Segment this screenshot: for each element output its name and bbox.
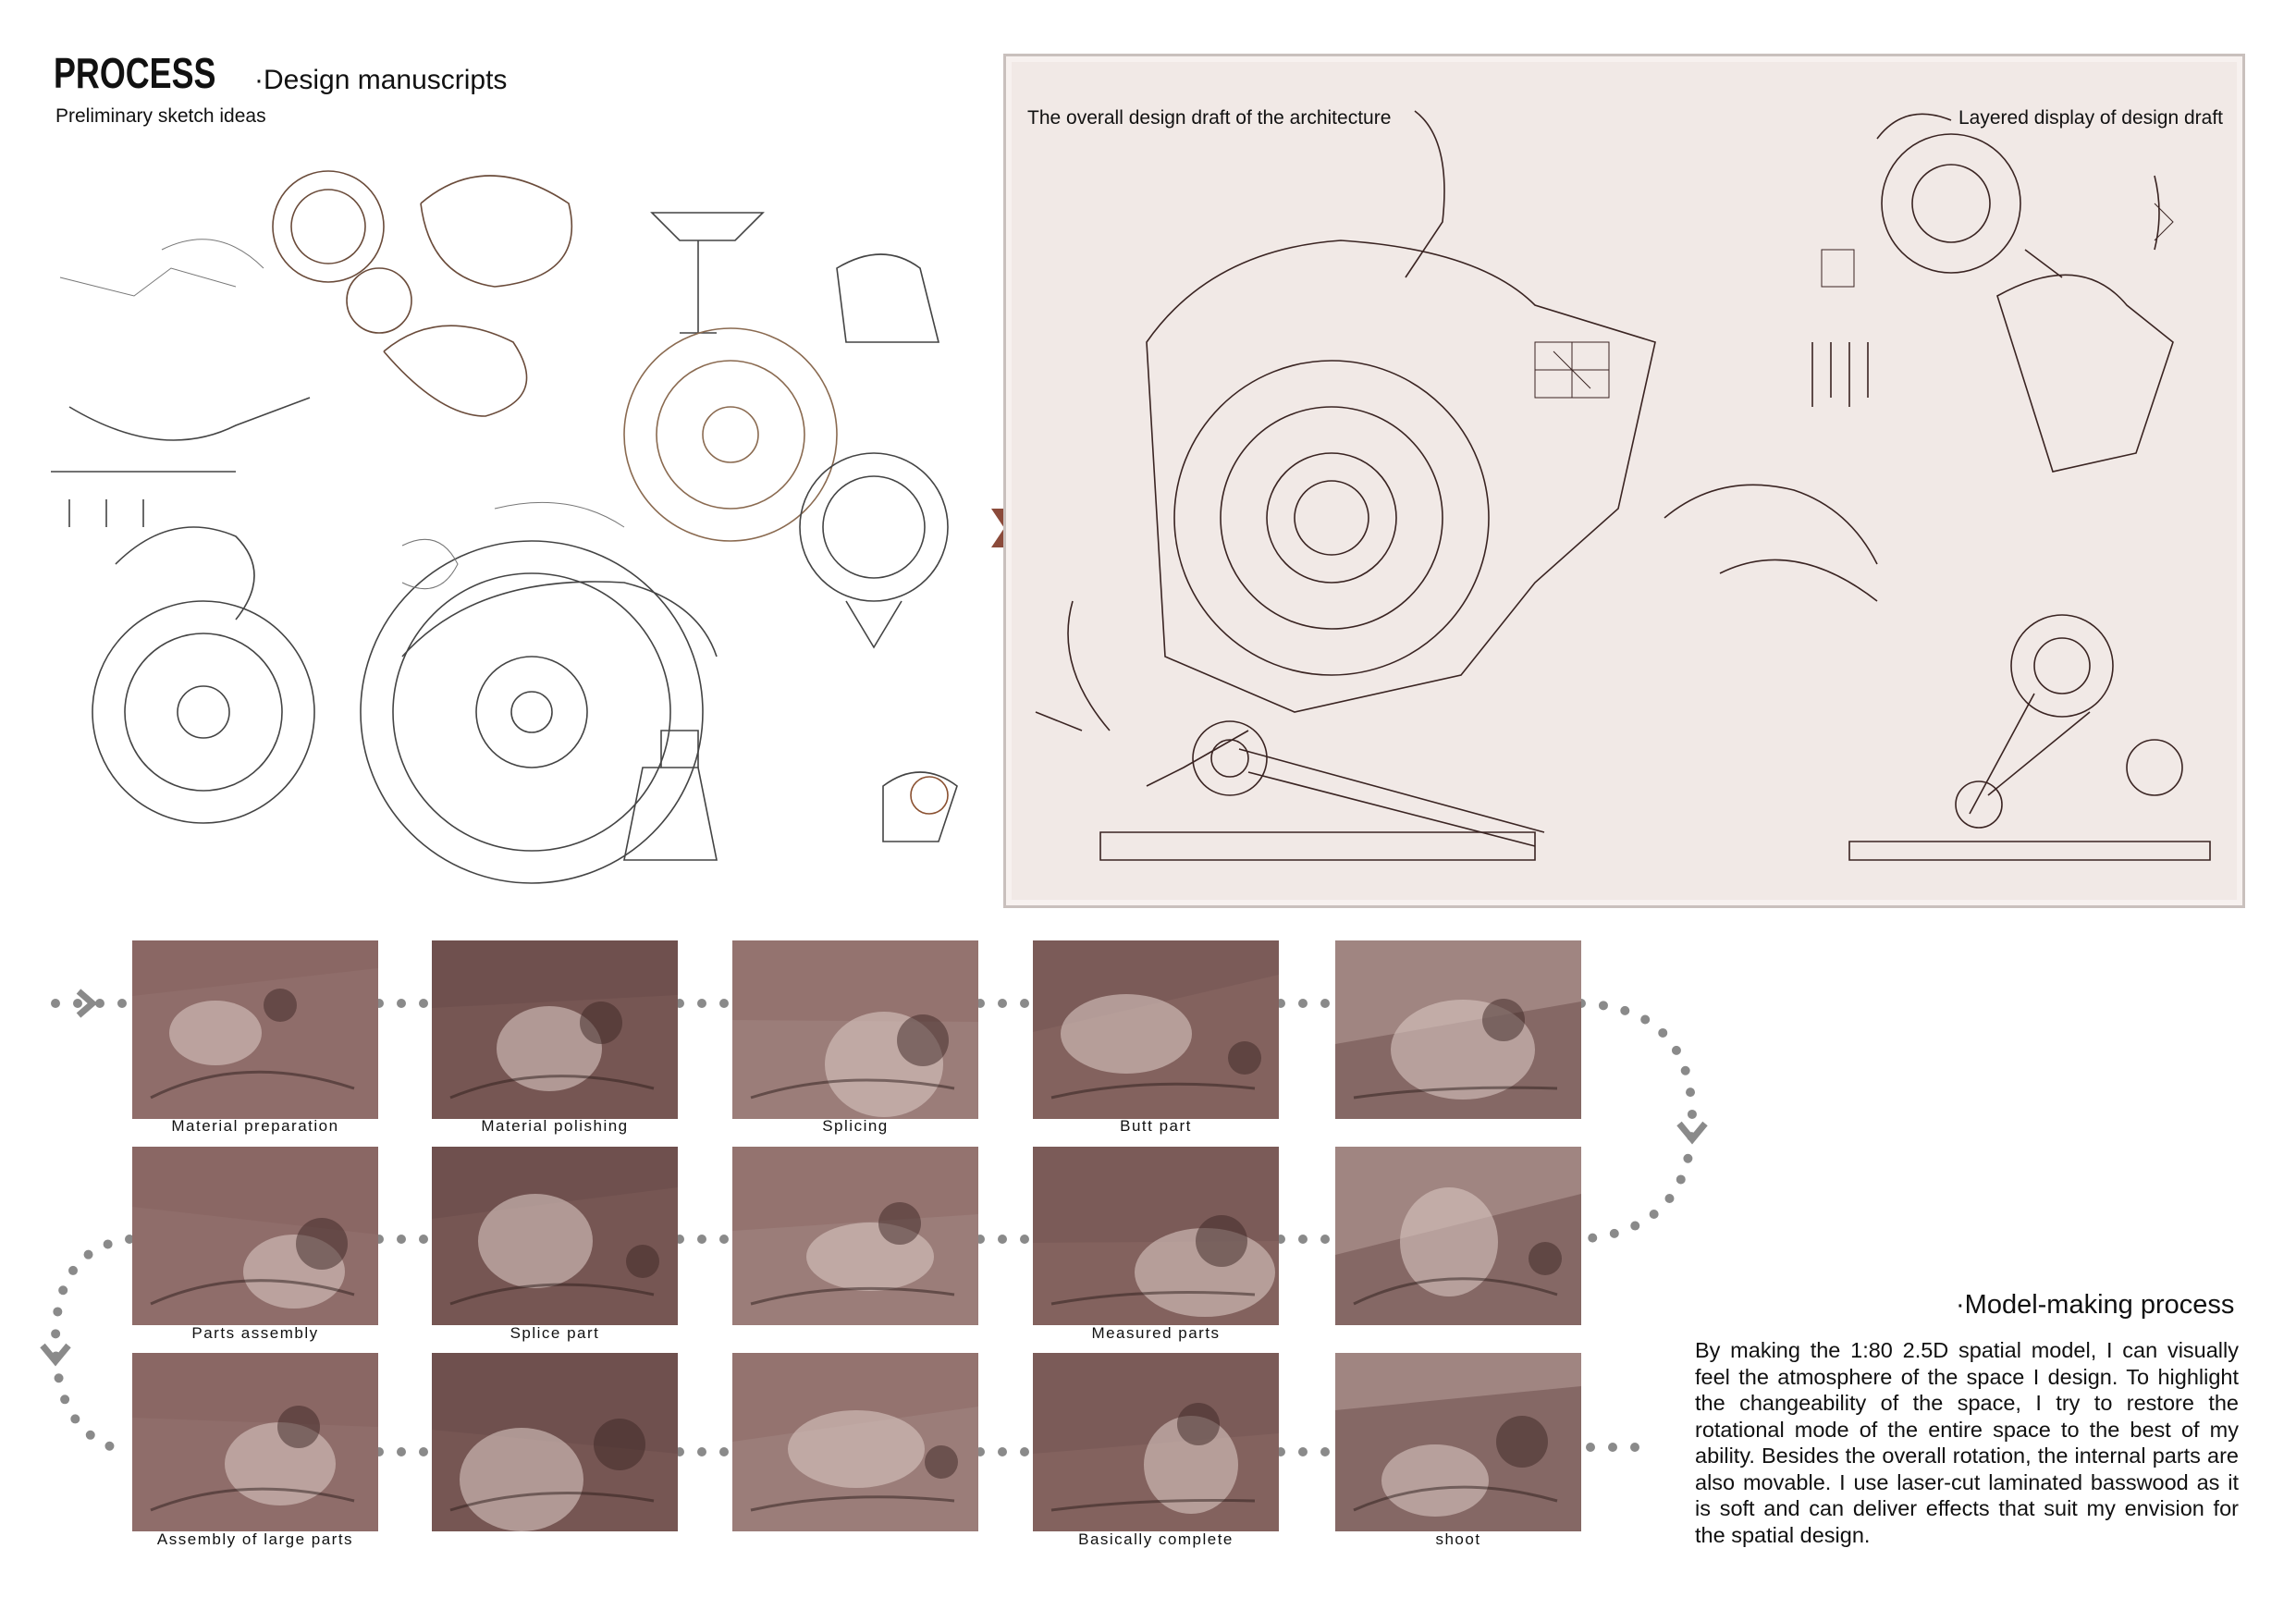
section-subtitle: ·Design manuscripts — [254, 65, 508, 95]
draft-label-right: Layered display of design draft — [1958, 107, 2224, 129]
photo-caption: Splicing — [822, 1117, 889, 1135]
photo-caption: shoot — [1435, 1530, 1481, 1548]
photo-caption: Measured parts — [1091, 1324, 1221, 1342]
process-photo — [132, 940, 378, 1119]
process-photo — [1033, 940, 1279, 1119]
process-photo — [732, 1353, 978, 1531]
process-photo — [1033, 1353, 1279, 1531]
process-photo — [1335, 1147, 1581, 1325]
page-title: PROCESS — [54, 49, 216, 97]
photo-caption: Material preparation — [171, 1117, 339, 1135]
photo-caption: Assembly of large parts — [156, 1530, 354, 1548]
photo-caption: Butt part — [1120, 1117, 1192, 1135]
process-photo — [432, 940, 678, 1119]
process-photo — [132, 1353, 378, 1531]
model-making-title: ·Model-making process — [1956, 1290, 2235, 1320]
flow-arrow-icon — [1679, 1124, 1705, 1139]
photo-caption: Parts assembly — [191, 1324, 319, 1342]
model-making-body: By making the 1:80 2.5D spatial model, I can visually feel the atmosphere of the space I design. To highlight the changeability of the space, I try to restore the rotational mode of the entire space to the best of my ability. Besides the overall rotation, the internal parts are also movable. I use laser-cut laminated basswood as it is soft and can deliver effects that suit my envision for the spatial design. — [1695, 1338, 2239, 1547]
process-photo — [732, 1147, 978, 1325]
process-photo — [132, 1147, 378, 1325]
photo-caption: Splice part — [510, 1324, 600, 1342]
process-photo — [1335, 1353, 1581, 1531]
photo-caption: Material polishing — [481, 1117, 629, 1135]
process-photo — [1335, 940, 1581, 1119]
process-photo — [432, 1353, 678, 1531]
photo-caption: Basically complete — [1078, 1530, 1234, 1548]
draft-label-left: The overall design draft of the architecture — [1027, 107, 1392, 129]
process-photo — [432, 1147, 678, 1325]
process-photo — [1033, 1147, 1279, 1325]
sketch-label: Preliminary sketch ideas — [55, 105, 266, 127]
process-photo — [732, 940, 978, 1119]
